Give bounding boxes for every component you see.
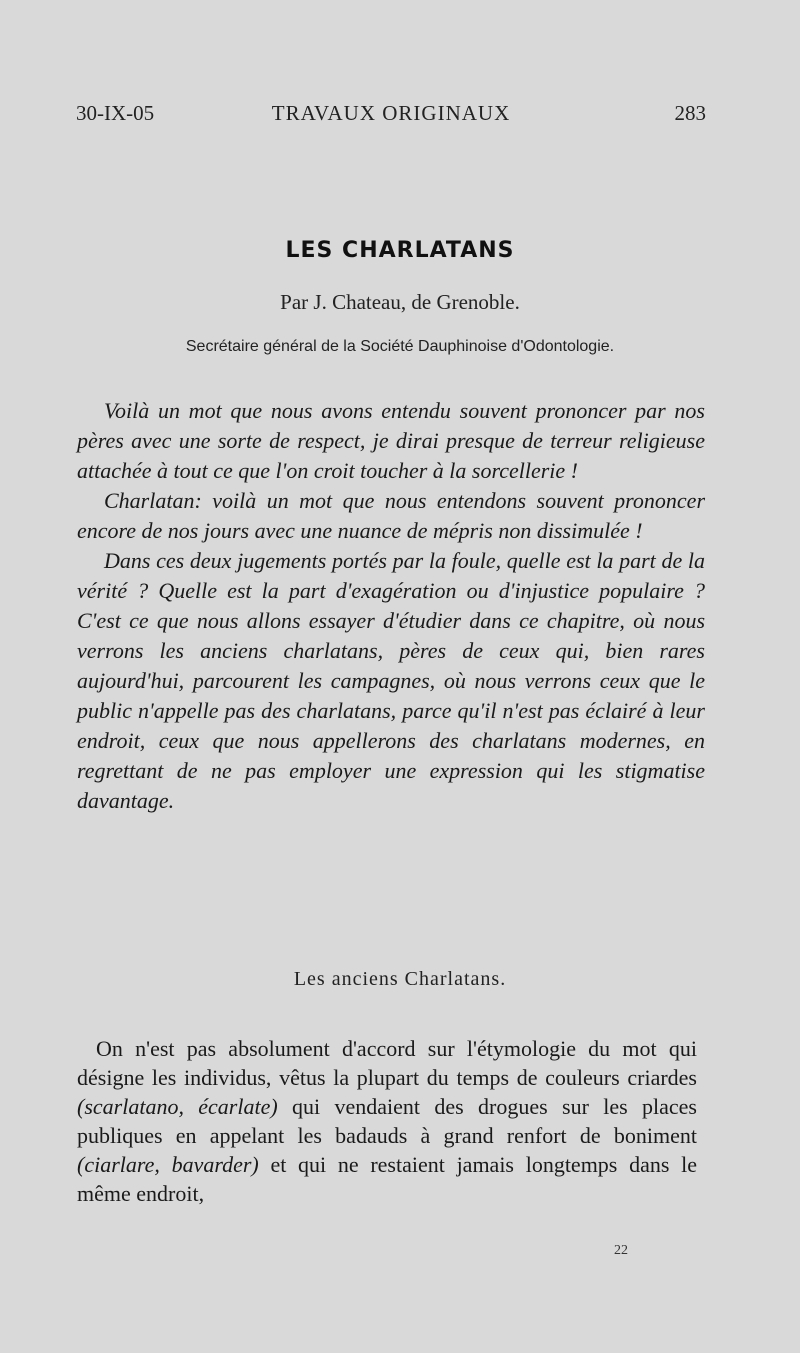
etymology-gloss: (ciarlare, bavarder)	[77, 1152, 259, 1177]
author-byline: Par J. Chateau, de Grenoble.	[280, 290, 520, 314]
intro-paragraph: Charlatan: voilà un mot que nous entendons souvent prononcer encore de nos jours avec une nuance de mépris non dissimulée !	[77, 488, 705, 543]
intro-paragraph: Dans ces deux jugements portés par la foule, quelle est la part de la vérité ? Quelle est la part d'exagération ou d'injustice populaire ? C'est ce que nous allons essayer d'étudier dans ce chapitre, où nous verrons les anciens charlatans, pères de ceux qui, bien rares aujourd'hui, parcourent les campagnes, où nous verrons ceux que le public n'appelle pas des charlatans, parce qu'il n'est pas éclairé à leur endroit, ceux que nous appellerons des charlatans modernes, en regrettant de ne pas employer une expression qui les stigmatise davantage.	[77, 548, 705, 813]
header-section-title: TRAVAUX ORIGINAUX	[271, 101, 511, 125]
header-date: 30-IX-05	[76, 101, 155, 125]
author-affiliation: Secrétaire général de la Société Dauphinoise d'Odontologie.	[185, 338, 615, 355]
article-title: LES CHARLATANS	[285, 238, 515, 263]
printer-signature-mark: 22	[614, 1243, 628, 1258]
introduction	[77, 396, 705, 816]
body-text-run: et qui ne restaient jamais longtemps dans le même endroit,	[77, 1152, 697, 1206]
etymology-gloss: (scarlatano, écarlate)	[77, 1094, 278, 1119]
body-paragraph	[77, 1034, 697, 1208]
running-header	[76, 101, 706, 131]
body-text-run: On n'est pas absolument d'accord sur l'étymologie du mot qui désigne les individus, vêtus la plupart du temps de couleurs criardes	[77, 1036, 697, 1090]
section-heading: Les anciens Charlatans.	[293, 968, 507, 990]
intro-paragraph: Voilà un mot que nous avons entendu souvent prononcer par nos pères avec une sorte de respect, je dirai presque de terreur religieuse attachée à tout ce que l'on croit toucher à la sorcellerie !	[77, 398, 705, 483]
page-number: 283	[674, 101, 706, 125]
body-text	[77, 1034, 697, 1208]
body-text-run: qui vendaient des drogues sur les places publiques en appelant les badauds à grand renfort de boniment	[77, 1094, 697, 1148]
